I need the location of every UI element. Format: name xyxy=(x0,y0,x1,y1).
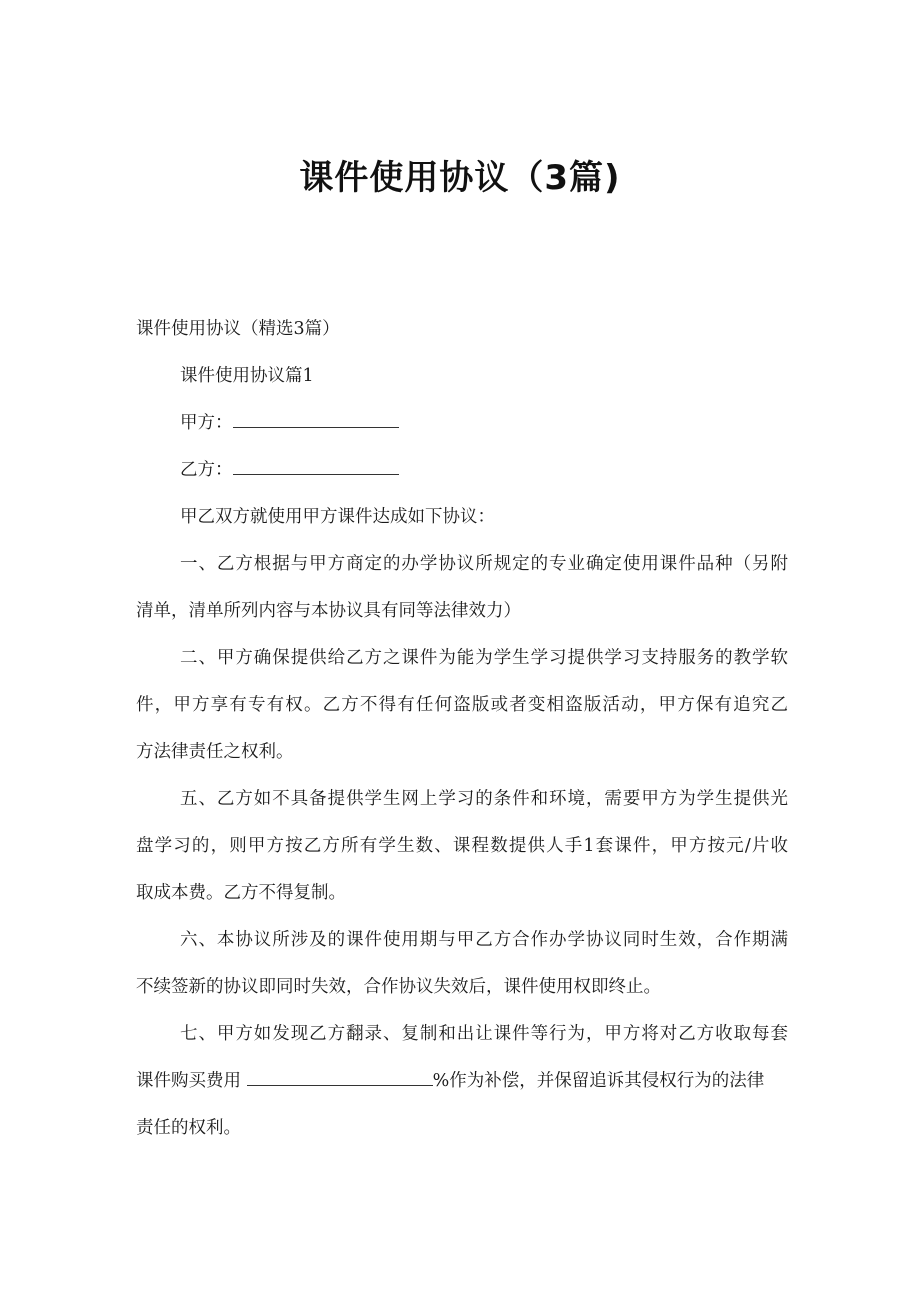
clause-7-after-blank: %作为补偿，并保留追诉其侵权行为的法律 xyxy=(432,1071,765,1091)
party-a-line xyxy=(136,400,788,447)
clause-7-before-blank: 课件购买费用 xyxy=(136,1071,241,1091)
compensation-percent-blank xyxy=(247,1065,433,1086)
clause-1-line-2: 清单，清单所列内容与本协议具有同等法律效力） xyxy=(136,601,521,621)
clause-6-line-1: 六、本协议所涉及的课件使用期与甲乙方合作办学协议同时生效，合作期满 xyxy=(180,930,788,950)
clause-2-line-3: 方法律责任之权利。 xyxy=(136,742,294,762)
clause-2-line-2: 件，甲方享有专有权。乙方不得有任何盗版或者变相盗版活动，甲方保有追究乙 xyxy=(136,695,788,715)
clause-7-line-3: 责任的权利。 xyxy=(136,1118,241,1138)
clause-5-line-3: 取成本费。乙方不得复制。 xyxy=(136,883,346,903)
party-a-label: 甲方： xyxy=(180,413,233,433)
party-b-blank xyxy=(233,454,399,475)
clause-1-line-1: 一、乙方根据与甲方商定的办学协议所规定的专业确定使用课件品种（另附 xyxy=(180,554,788,574)
document-body xyxy=(136,306,788,1152)
clause-5-line-1: 五、乙方如不具备提供学生网上学习的条件和环境，需要甲方为学生提供光 xyxy=(180,789,788,809)
clause-2-line-1: 二、甲方确保提供给乙方之课件为能为学生学习提供学习支持服务的教学软 xyxy=(180,648,788,668)
intro-paragraph: 甲乙双方就使用甲方课件达成如下协议： xyxy=(180,507,495,527)
party-b-line xyxy=(136,447,788,494)
clause-7-line-1: 七、甲方如发现乙方翻录、复制和出让课件等行为，甲方将对乙方收取每套 xyxy=(180,1024,788,1044)
party-a-blank xyxy=(233,407,399,428)
document-subtitle: 课件使用协议（精选3篇） xyxy=(136,319,340,339)
clause-5-line-2: 盘学习的，则甲方按乙方所有学生数、课程数提供人手1套课件，甲方按元/片收 xyxy=(136,836,788,856)
clause-6-line-2: 不续签新的协议即同时失效，合作协议失效后，课件使用权即终止。 xyxy=(136,977,661,997)
section-heading: 课件使用协议篇1 xyxy=(180,366,314,386)
party-b-label: 乙方： xyxy=(180,460,233,480)
clause-7-line-2 xyxy=(136,1058,788,1105)
document-title: 课件使用协议（3篇) xyxy=(299,158,621,198)
